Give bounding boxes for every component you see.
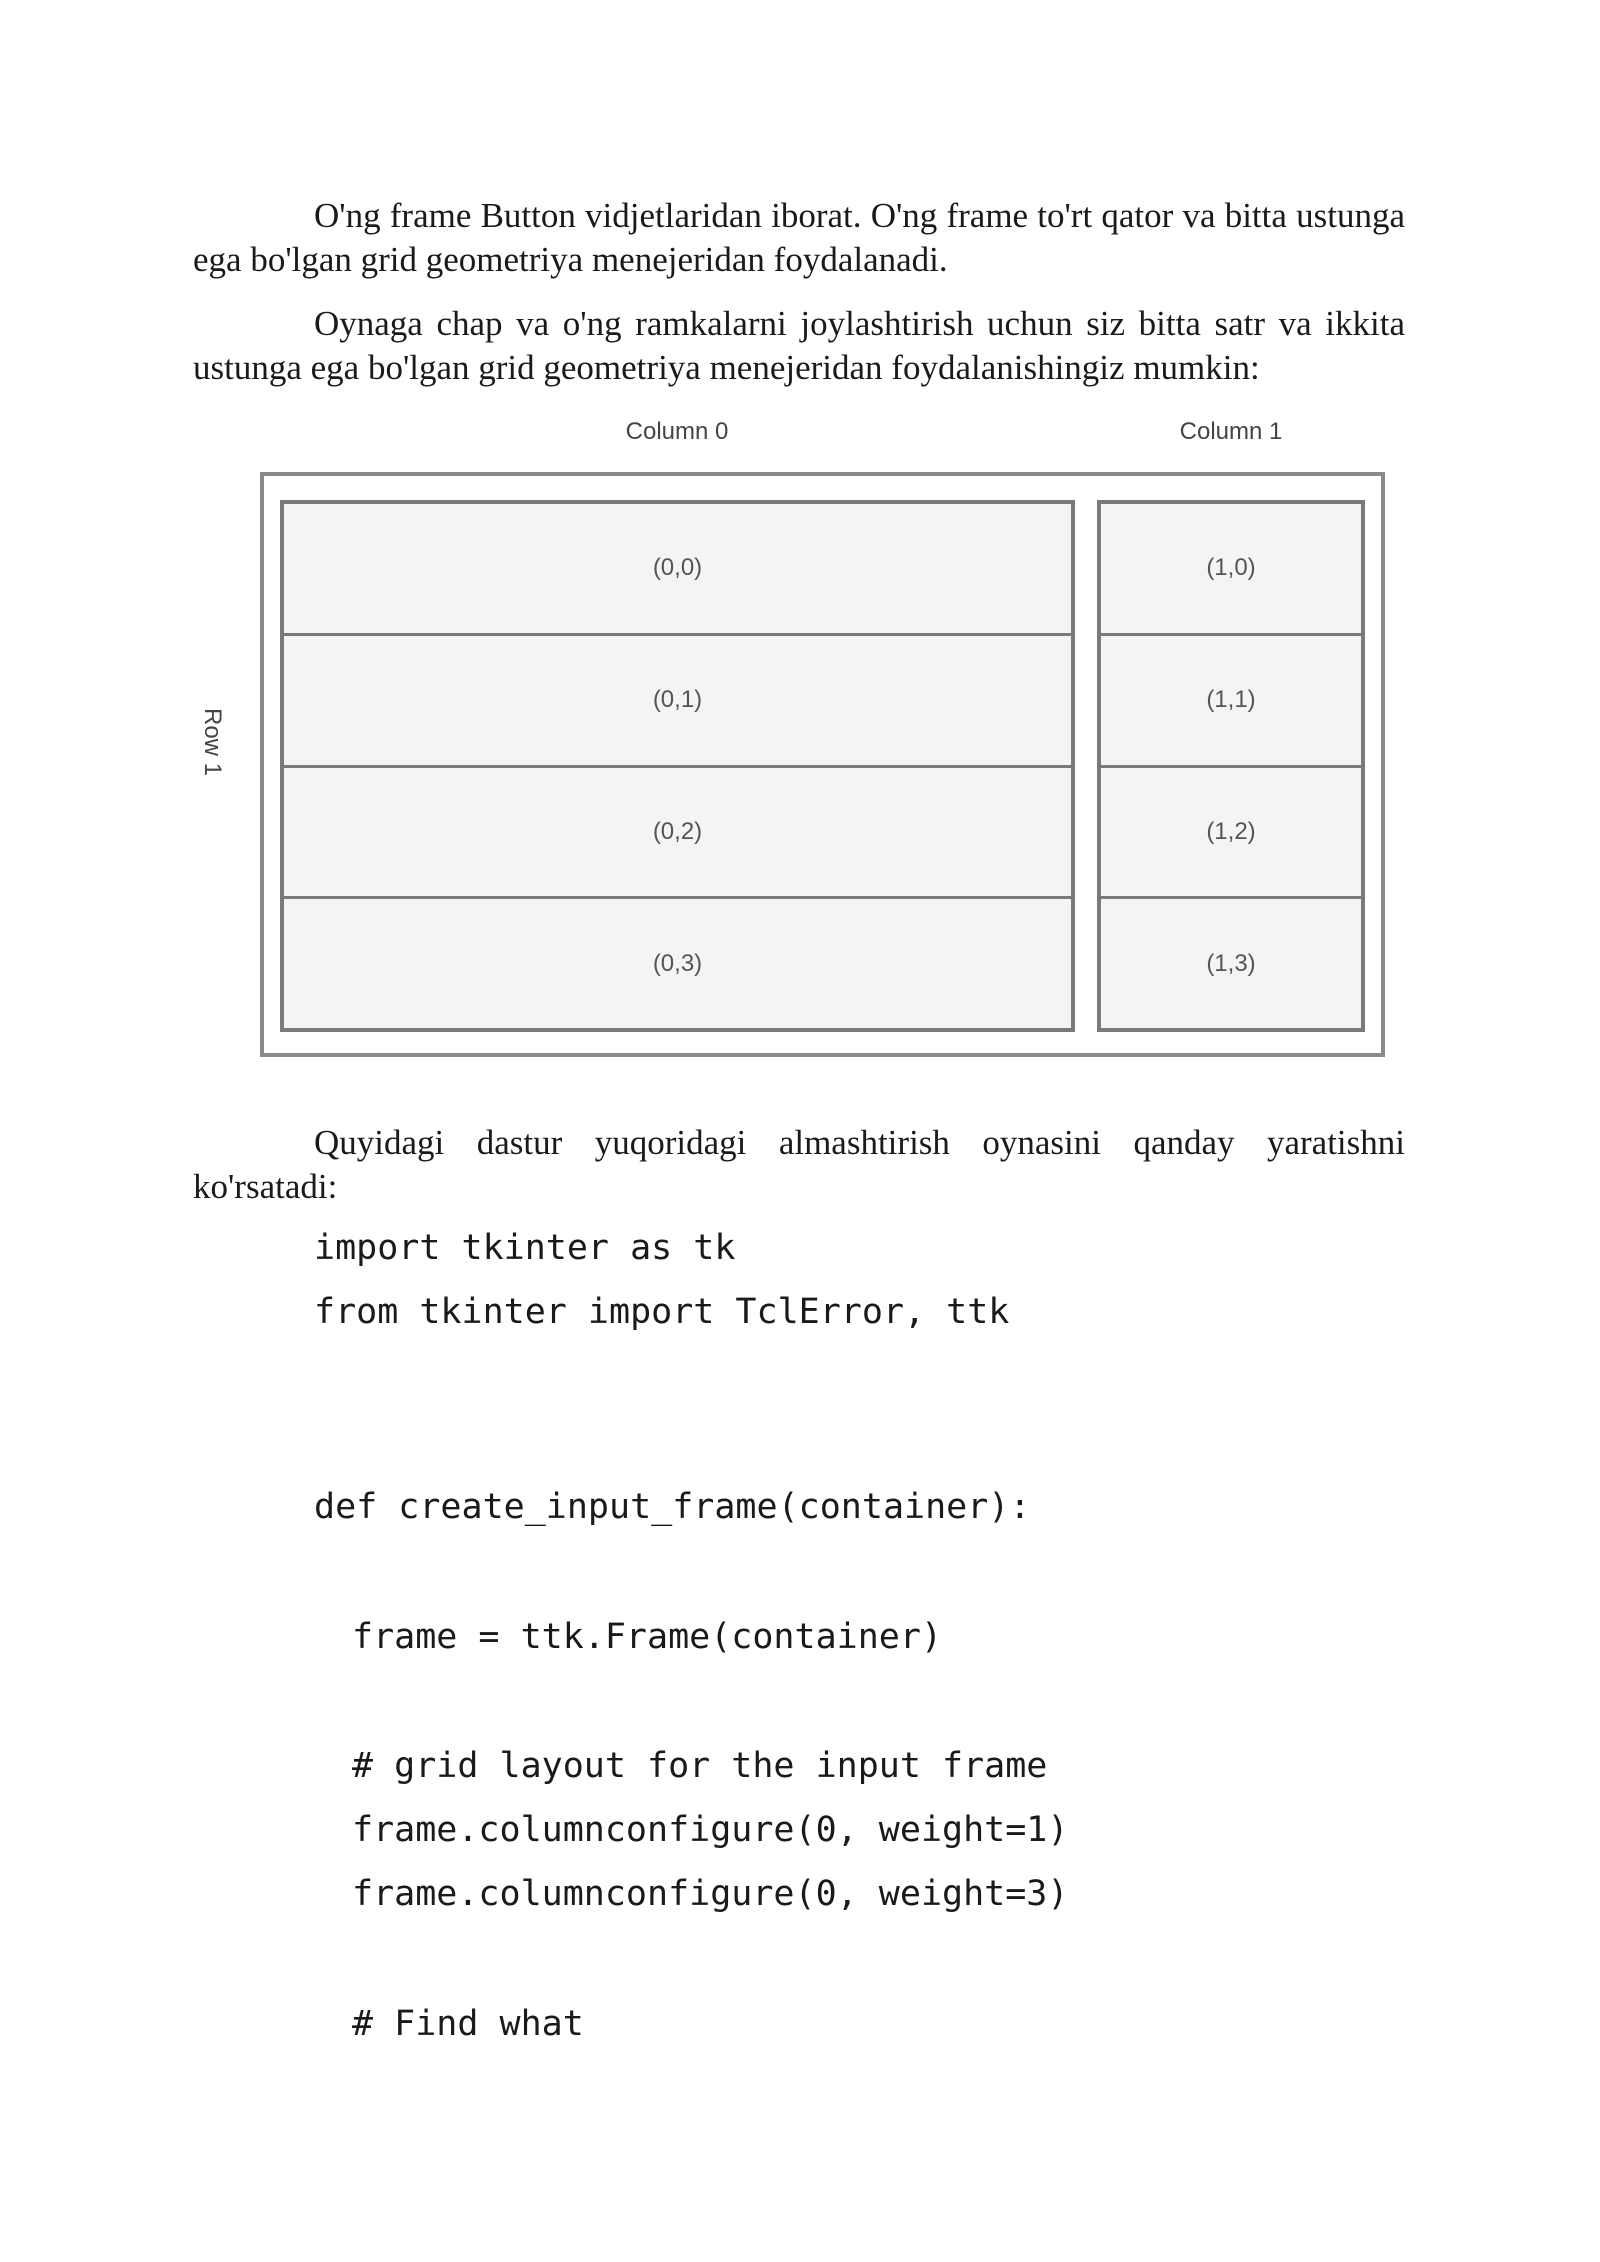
grid-cell: (1,2) [1101, 768, 1361, 900]
right-frame-column [1097, 500, 1365, 1032]
grid-cell: (0,0) [284, 504, 1071, 636]
paragraph-right-frame: O'ng frame Button vidjetlaridan iborat. O'ng frame to'rt qator va bitta ustunga ega bo'lgan grid geometriya menejeridan foydalanadi. [193, 196, 1405, 279]
left-frame-column [280, 500, 1075, 1032]
code-line: frame.columnconfigure(0, weight=3) [352, 1874, 1069, 1914]
code-line: # Find what [352, 2004, 584, 2044]
row-1-label: Row 1 [199, 707, 226, 777]
grid-cell: (0,1) [284, 636, 1071, 768]
grid-cell: (0,2) [284, 768, 1071, 900]
code-line: import tkinter as tk [314, 1228, 736, 1268]
code-line: frame = ttk.Frame(container) [352, 1617, 943, 1657]
column-1-label: Column 1 [1179, 418, 1283, 445]
paragraph-grid-layout: Oynaga chap va o'ng ramkalarni joylashtirish uchun siz bitta satr va ikkita ustunga ega bo'lgan grid geometriya menejeridan foydalanishingiz mumkin: [193, 304, 1405, 387]
grid-cell: (1,3) [1101, 899, 1361, 1028]
code-line: frame.columnconfigure(0, weight=1) [352, 1810, 1069, 1850]
grid-diagram [190, 410, 1420, 1070]
grid-cell: (1,0) [1101, 504, 1361, 636]
column-0-label: Column 0 [625, 418, 729, 445]
code-line: # grid layout for the input frame [352, 1746, 1048, 1786]
grid-cell: (0,3) [284, 899, 1071, 1028]
code-line: from tkinter import TclError, ttk [314, 1292, 1010, 1332]
code-line: def create_input_frame(container): [314, 1487, 1031, 1527]
grid-cell: (1,1) [1101, 636, 1361, 768]
paragraph-program-intro: Quyidagi dastur yuqoridagi almashtirish oynasini qanday yaratishni ko'rsatadi: [193, 1123, 1405, 1206]
